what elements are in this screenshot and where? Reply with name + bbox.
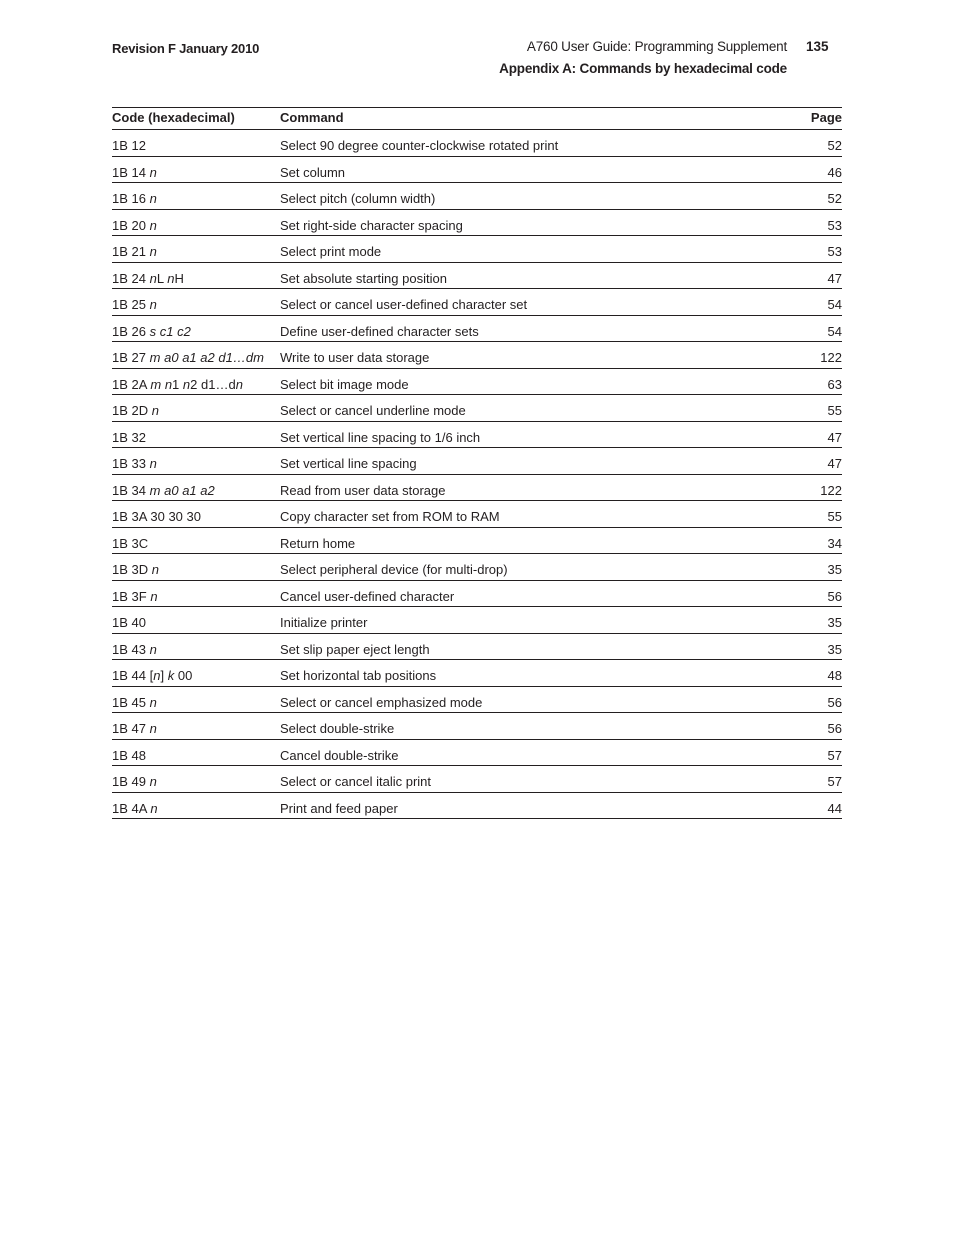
table-row (112, 157, 842, 184)
page-cell: 122 (820, 482, 842, 498)
table-row (112, 660, 842, 687)
code-cell: 1B 27 m a0 a1 a2 d1…dm (112, 350, 264, 365)
table-row (112, 475, 842, 502)
code-cell: 1B 44 [n] k 00 (112, 668, 193, 683)
page-cell: 47 (827, 456, 842, 471)
code-cell: 1B 40 (112, 615, 146, 630)
column-header-code: Code (hexadecimal) (112, 110, 235, 125)
code-cell: 1B 25 n (112, 297, 157, 312)
code-cell: 1B 20 n (112, 217, 157, 233)
table-row (112, 554, 842, 581)
guide-title: A760 User Guide: Programming Supplement (526, 39, 787, 54)
table-row (112, 687, 842, 714)
code-cell: 1B 32 (112, 429, 146, 445)
page-cell: 57 (827, 774, 842, 789)
command-cell: Cancel user-defined character (280, 588, 455, 604)
column-header-page: Page (810, 110, 842, 125)
page-cell: 52 (827, 138, 842, 153)
code-cell: 1B 49 n (112, 774, 157, 789)
command-cell: Set right-side character spacing (280, 217, 463, 233)
table-row (112, 528, 842, 555)
page-cell: 35 (827, 641, 842, 657)
command-cell: Print and feed paper (280, 800, 398, 816)
code-cell: 1B 21 n (112, 244, 157, 259)
code-cell: 1B 2D n (112, 403, 160, 418)
code-cell: 1B 26 s c1 c2 (112, 323, 191, 339)
command-cell: Define user-defined character sets (280, 323, 479, 339)
command-cell: Initialize printer (280, 615, 368, 630)
code-cell: 1B 14 n (112, 164, 157, 180)
table-row (112, 263, 842, 290)
code-cell: 1B 33 n (112, 456, 157, 471)
table-row (112, 766, 842, 793)
code-cell: 1B 3F n (112, 588, 158, 604)
command-cell: Set column (280, 164, 346, 180)
table-row (112, 369, 842, 396)
command-cell: Write to user data storage (280, 350, 430, 365)
page-number: 135 (806, 39, 829, 54)
table-row (112, 395, 842, 422)
table-row (112, 713, 842, 740)
page-cell: 48 (827, 668, 842, 683)
command-cell: Set slip paper eject length (280, 641, 430, 657)
command-cell: Set vertical line spacing (280, 456, 417, 471)
table-row (112, 316, 842, 343)
table-row (112, 448, 842, 475)
page-cell: 55 (827, 403, 842, 418)
command-cell: Set vertical line spacing to 1/6 inch (280, 429, 481, 445)
page-cell: 56 (827, 694, 842, 710)
command-cell: Read from user data storage (280, 482, 446, 498)
page-cell: 57 (827, 747, 842, 763)
code-cell: 1B 2A m n1 n2 d1…dn (112, 376, 243, 392)
code-cell: 1B 48 (112, 747, 146, 763)
page-cell: 47 (827, 429, 842, 445)
table-row (112, 501, 842, 528)
command-cell: Select 90 degree counter-clockwise rotated print (280, 138, 559, 153)
table-row (112, 130, 842, 157)
code-cell: 1B 3C (112, 535, 149, 551)
command-cell: Select or cancel user-defined character set (280, 297, 528, 312)
revision-label: Revision F January 2010 (112, 41, 260, 56)
page-cell: 46 (827, 164, 842, 180)
commands-table (112, 107, 842, 819)
page-cell: 52 (827, 191, 842, 206)
code-cell: 1B 3D n (112, 562, 160, 577)
code-cell: 1B 24 nL nH (112, 270, 184, 286)
page-cell: 44 (827, 800, 842, 816)
page-cell: 56 (827, 721, 842, 736)
code-cell: 1B 47 n (112, 721, 157, 736)
command-cell: Select or cancel italic print (280, 774, 432, 789)
command-cell: Set absolute starting position (280, 270, 447, 286)
command-cell: Select bit image mode (280, 376, 409, 392)
command-cell: Select pitch (column width) (280, 191, 436, 206)
command-cell: Select or cancel underline mode (280, 403, 466, 418)
code-cell: 1B 34 m a0 a1 a2 (112, 482, 215, 498)
table-row (112, 183, 842, 210)
command-cell: Copy character set from ROM to RAM (280, 509, 500, 524)
table-body (112, 130, 842, 819)
page-cell: 35 (827, 562, 842, 577)
page-cell: 35 (827, 615, 842, 630)
page-cell: 63 (827, 376, 842, 392)
table-row (112, 740, 842, 767)
command-cell: Select or cancel emphasized mode (280, 694, 483, 710)
table-row (112, 793, 842, 820)
table-row (112, 634, 842, 661)
command-cell: Cancel double-strike (280, 747, 399, 763)
page-cell: 34 (827, 535, 842, 551)
page-cell: 54 (827, 323, 842, 339)
page-cell: 55 (827, 509, 842, 524)
code-cell: 1B 16 n (112, 191, 157, 206)
column-header-command: Command (280, 110, 344, 125)
command-cell: Select peripheral device (for multi-drop) (280, 562, 508, 577)
command-cell: Return home (280, 535, 356, 551)
page-cell: 53 (827, 217, 842, 233)
table-header-row (112, 107, 842, 130)
command-cell: Select double-strike (280, 721, 395, 736)
page-cell: 53 (827, 244, 842, 259)
table-row (112, 607, 842, 634)
section-title: Appendix A: Commands by hexadecimal code (499, 61, 787, 76)
page-cell: 56 (827, 588, 842, 604)
table-row (112, 422, 842, 449)
command-cell: Set horizontal tab positions (280, 668, 437, 683)
command-cell: Select print mode (280, 244, 382, 259)
page-cell: 122 (820, 350, 842, 365)
code-cell: 1B 45 n (112, 694, 157, 710)
table-row (112, 581, 842, 608)
table-row (112, 236, 842, 263)
page-cell: 54 (827, 297, 842, 312)
code-cell: 1B 3A 30 30 30 (112, 509, 201, 524)
code-cell: 1B 4A n (112, 800, 158, 816)
code-cell: 1B 12 (112, 138, 146, 153)
code-cell: 1B 43 n (112, 641, 157, 657)
table-row (112, 342, 842, 369)
table-row (112, 210, 842, 237)
table-row (112, 289, 842, 316)
page-cell: 47 (827, 270, 842, 286)
